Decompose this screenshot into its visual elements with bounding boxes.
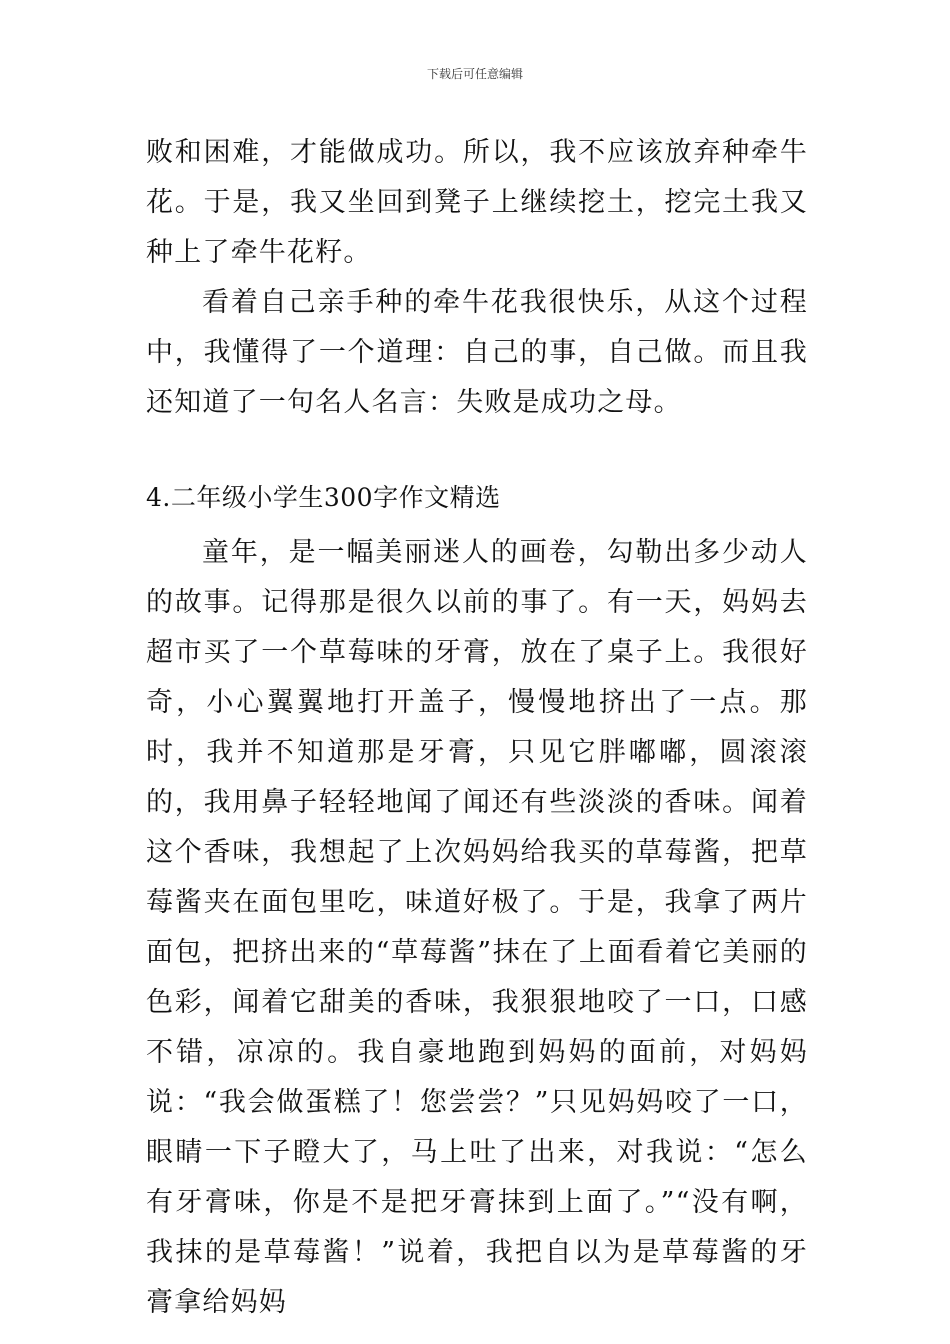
section-body (146, 528, 808, 1328)
section-title: 4.二年级小学生300字作文精选 (146, 483, 501, 512)
paragraph-text: 败和困难，才能做成功。所以，我不应该放弃种牵牛花。于是，我又坐回到凳子上继续挖土，挖完土我又种上了牵牛花籽。 (146, 137, 808, 268)
paragraph-text: 童年，是一幅美丽迷人的画卷，勾勒出多少动人的故事。记得那是很久以前的事了。有一天，妈妈去超市买了一个草莓味的牙膏，放在了桌子上。我很好奇，小心翼翼地打开盖子，慢慢地挤出了一点。那时，我并不知道那是牙膏，只见它胖嘟嘟，圆滚滚的，我用鼻子轻轻地闻了闻还有些淡淡的香味。闻着这个香味，我想起了上次妈妈给我买的草莓酱，把草莓酱夹在面包里吃，味道好极了。于是，我拿了两片面包，把挤出来的“草莓酱”抹在了上面看着它美丽的色彩，闻着它甜美的香味，我狠狠地咬了一口，口感不错，凉凉的。我自豪地跑到妈妈的面前，对妈妈说：“我会做蛋糕了！您尝尝？”只见妈妈咬了一口，眼睛一下子瞪大了，马上吐了出来，对我说：“怎么有牙膏味，你是不是把牙膏抹到上面了。”“没有啊，我抹的是草莓酱！”说着，我把自以为是草莓酱的牙膏拿给妈妈 (146, 537, 808, 1318)
paragraph-text: 看着自己亲手种的牵牛花我很快乐，从这个过程中，我懂得了一个道理：自己的事，自己做。而且我还知道了一句名人名言：失败是成功之母。 (146, 287, 808, 418)
paragraph-conclusion (146, 278, 808, 428)
paragraph-continuation (146, 128, 808, 278)
header-note: 下载后可任意编辑 (426, 67, 523, 81)
